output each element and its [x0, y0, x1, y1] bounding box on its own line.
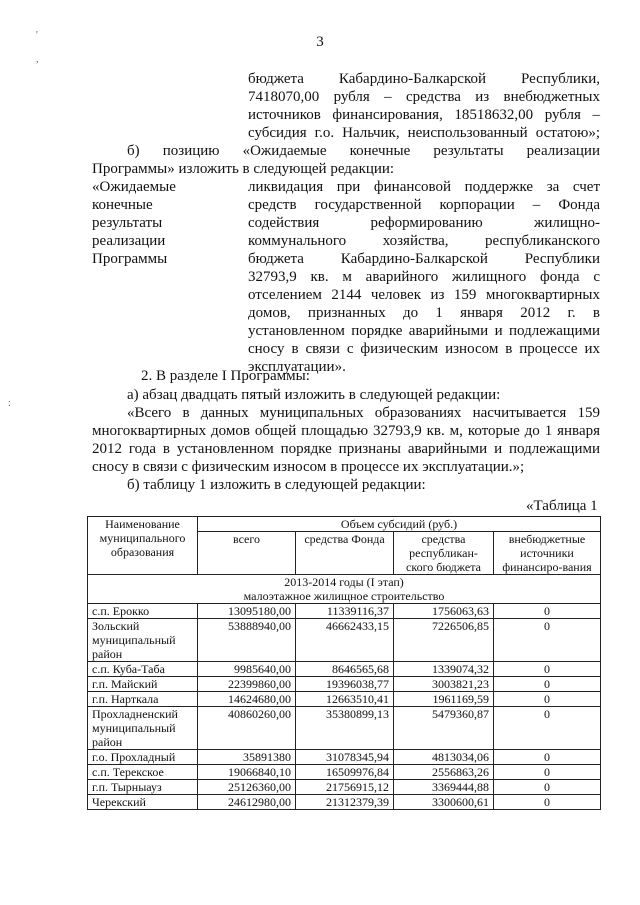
cell-extrabudgetary: 0 — [494, 765, 601, 780]
cell-republic-budget: 3369444,88 — [394, 780, 494, 795]
scan-mark: ' — [36, 30, 38, 41]
cell-republic-budget: 3003821,23 — [394, 677, 494, 692]
quote-line: «Всего в данных муниципальных образованиях насчитывается 159 — [127, 405, 600, 421]
cell-total: 19066840,10 — [198, 765, 296, 780]
cell-fund: 11339116,37 — [296, 604, 394, 619]
cell-republic-budget: 7226506,85 — [394, 619, 494, 662]
cell-total: 35891380 — [198, 750, 296, 765]
expected-text-line: ликвидация при финансовой поддержке за счет — [248, 179, 600, 195]
expected-text-line: домов, признанных до 1 января 2012 г. в — [248, 305, 600, 321]
intro-line: 7418070,00 рубля – средства из внебюджетных — [248, 89, 600, 105]
cell-total: 22399860,00 — [198, 677, 296, 692]
cell-fund: 8646565,68 — [296, 662, 394, 677]
page-number: 3 — [316, 34, 324, 50]
cell-municipality: Черекский — [88, 795, 198, 810]
cell-total: 13095180,00 — [198, 604, 296, 619]
table-row — [88, 707, 601, 750]
cell-republic-budget: 1961169,59 — [394, 692, 494, 707]
expected-text-line: бюджета Кабардино-Балкарской Республики — [248, 251, 600, 267]
item-b-line: Программы» изложить в следующей редакции: — [92, 161, 395, 177]
cell-extrabudgetary: 0 — [494, 795, 601, 810]
cell-fund: 21756915,12 — [296, 780, 394, 795]
cell-fund: 12663510,41 — [296, 692, 394, 707]
cell-republic-budget: 5479360,87 — [394, 707, 494, 750]
scan-mark: : — [8, 398, 11, 409]
cell-extrabudgetary: 0 — [494, 750, 601, 765]
table-row — [88, 765, 601, 780]
header-republic-budget: средства республикан-ского бюджета — [394, 532, 494, 575]
cell-total: 24612980,00 — [198, 795, 296, 810]
expected-label: «Ожидаемые — [92, 179, 176, 195]
table-row — [88, 692, 601, 707]
stage-row — [88, 575, 601, 604]
cell-extrabudgetary: 0 — [494, 780, 601, 795]
cell-extrabudgetary: 0 — [494, 604, 601, 619]
subsection-a: а) абзац двадцать пятый изложить в следующей редакции: — [127, 387, 501, 403]
section-heading: 2. В разделе I Программы: — [141, 368, 310, 384]
expected-text-line: эксплуатации». — [248, 359, 346, 375]
cell-municipality: г.о. Прохладный — [88, 750, 198, 765]
cell-extrabudgetary: 0 — [494, 677, 601, 692]
cell-fund: 21312379,39 — [296, 795, 394, 810]
expected-text-line: средств государственной корпорации – Фонда — [248, 197, 600, 213]
intro-line: субсидия г.о. Нальчик, неиспользованный остатою»; — [248, 125, 600, 141]
expected-label: результаты — [92, 215, 163, 231]
cell-municipality: Прохладненский муниципальный район — [88, 707, 198, 750]
scan-mark: , — [36, 54, 39, 65]
cell-extrabudgetary: 0 — [494, 619, 601, 662]
cell-municipality: с.п. Ерокко — [88, 604, 198, 619]
subsidy-table — [87, 516, 601, 810]
expected-text-line: сносу в связи с физическим износом в процессе их — [248, 341, 600, 357]
table-row — [88, 750, 601, 765]
intro-line: источников финансирования, 18518632,00 рубля – — [248, 107, 600, 123]
cell-municipality: г.п. Нарткала — [88, 692, 198, 707]
stage-sub-label: малоэтажное жилищное строительство — [243, 589, 445, 603]
cell-republic-budget: 4813034,06 — [394, 750, 494, 765]
header-subsidy-volume: Объем субсидий (руб.) — [198, 517, 601, 532]
stage-label: 2013-2014 годы (I этап) — [284, 575, 404, 589]
intro-line: бюджета Кабардино-Балкарской Республики, — [248, 71, 600, 87]
cell-fund: 31078345,94 — [296, 750, 394, 765]
expected-text-line: установленном порядке аварийными и подлежащими — [248, 323, 600, 339]
cell-fund: 16509976,84 — [296, 765, 394, 780]
cell-total: 25126360,00 — [198, 780, 296, 795]
cell-municipality: г.п. Майский — [88, 677, 198, 692]
cell-total: 53888940,00 — [198, 619, 296, 662]
cell-total: 9985640,00 — [198, 662, 296, 677]
cell-republic-budget: 1339074,32 — [394, 662, 494, 677]
header-municipality: Наименование муниципального образования — [88, 517, 198, 575]
cell-total: 40860260,00 — [198, 707, 296, 750]
expected-text-line: содействия реформированию жилищно- — [248, 215, 600, 231]
table-row — [88, 604, 601, 619]
cell-fund: 35380899,13 — [296, 707, 394, 750]
table-row — [88, 662, 601, 677]
cell-municipality: с.п. Куба-Таба — [88, 662, 198, 677]
cell-municipality: г.п. Тырныауз — [88, 780, 198, 795]
expected-label: реализации — [92, 233, 166, 249]
cell-fund: 19396038,77 — [296, 677, 394, 692]
cell-republic-budget: 2556863,26 — [394, 765, 494, 780]
cell-republic-budget: 1756063,63 — [394, 604, 494, 619]
expected-label: конечные — [92, 197, 153, 213]
table-caption: «Таблица 1 — [526, 498, 598, 514]
quote-line: многоквартирных домов общей площадью 32793,9 кв. м, которые до 1 января — [92, 423, 600, 439]
cell-municipality: Зольский муниципальный район — [88, 619, 198, 662]
header-fund: средства Фонда — [296, 532, 394, 575]
table-row — [88, 795, 601, 810]
expected-text-line: коммунального хозяйства, республиканского — [248, 233, 600, 249]
cell-fund: 46662433,15 — [296, 619, 394, 662]
expected-text-line: 32793,9 кв. м аварийного жилищного фонда с — [248, 269, 600, 285]
quote-line: 2012 года в установленном порядке признаны аварийными и подлежащими — [92, 441, 600, 457]
cell-extrabudgetary: 0 — [494, 692, 601, 707]
cell-republic-budget: 3300600,61 — [394, 795, 494, 810]
expected-text-line: отселением 2144 человек из 159 многоквартирных — [248, 287, 600, 303]
quote-line: сносу в связи с физическим износом в процессе их эксплуатации.»; — [92, 459, 525, 475]
table-row — [88, 619, 601, 662]
table-row — [88, 677, 601, 692]
cell-extrabudgetary: 0 — [494, 662, 601, 677]
cell-extrabudgetary: 0 — [494, 707, 601, 750]
table-row — [88, 780, 601, 795]
cell-municipality: с.п. Терекское — [88, 765, 198, 780]
subsection-b: б) таблицу 1 изложить в следующей редакции: — [127, 477, 426, 493]
expected-label: Программы — [92, 251, 168, 267]
header-total: всего — [198, 532, 296, 575]
item-b-line: б) позицию «Ожидаемые конечные результаты реализации — [127, 143, 600, 159]
header-extrabudgetary: внебюджетные источники финансиро-вания — [494, 532, 601, 575]
cell-total: 14624680,00 — [198, 692, 296, 707]
